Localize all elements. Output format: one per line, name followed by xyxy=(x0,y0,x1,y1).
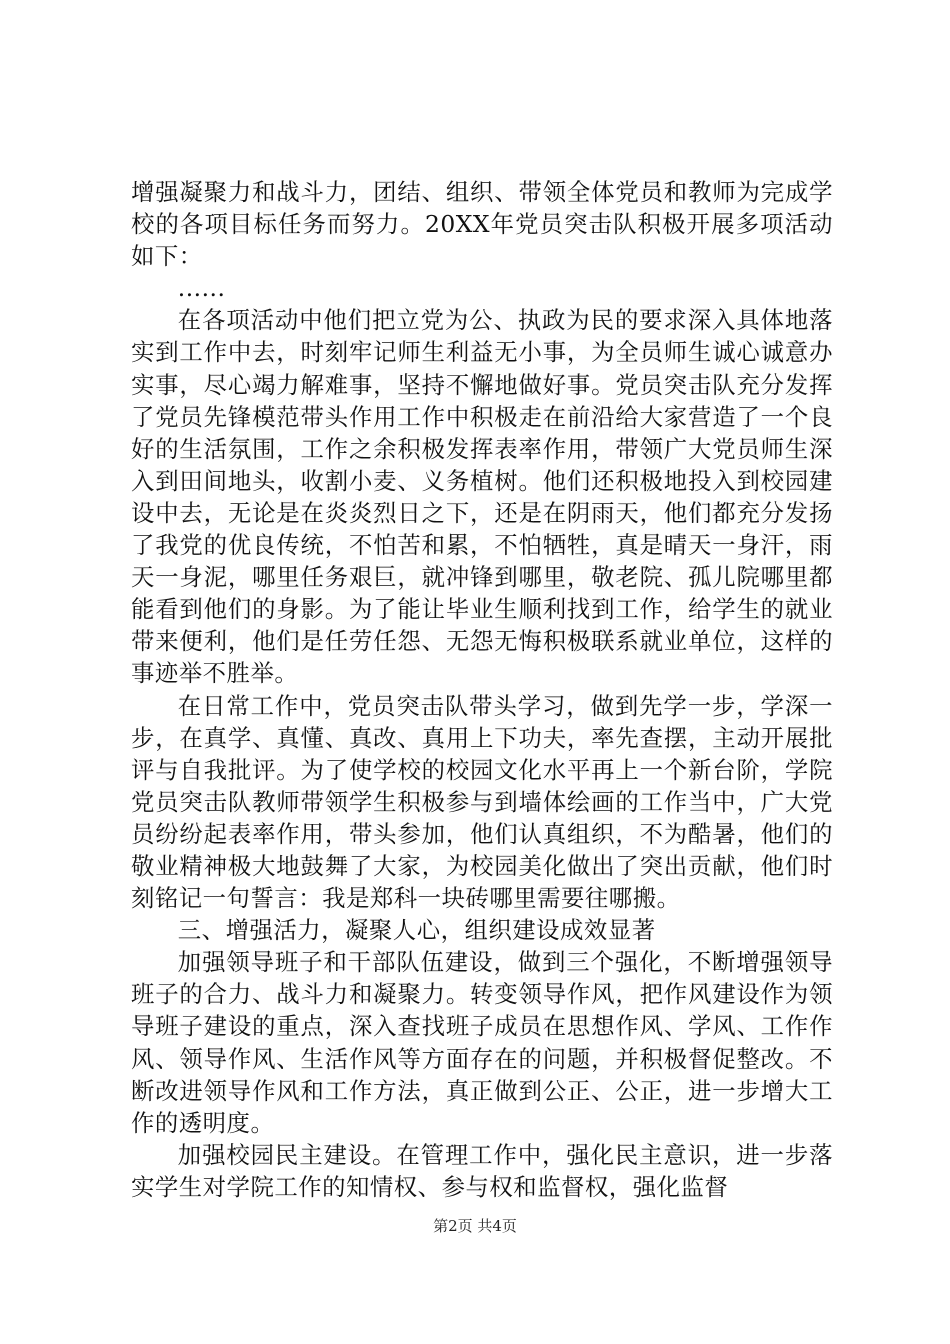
document-body xyxy=(131,176,833,1203)
paragraph: 增强凝聚力和战斗力，团结、组织、带领全体党员和教师为完成学校的各项目标任务而努力。20XX年党员突击队积极开展多项活动如下： xyxy=(131,178,833,271)
paragraph: 加强校园民主建设。在管理工作中，强化民主意识，进一步落实学生对学院工作的知情权、参与权和监督权，强化监督 xyxy=(131,1140,833,1201)
section-heading: 三、增强活力，凝聚人心，组织建设成效显著 xyxy=(177,916,656,945)
page-number-footer: 第2页 共4页 xyxy=(433,1217,517,1235)
paragraph: 在各项活动中他们把立党为公、执政为民的要求深入具体地落实到工作中去，时刻牢记师生利益无小事，为全员师生诚心诚意办实事，尽心竭力解难事，坚持不懈地做好事。党员突击队充分发挥了党员先锋模范带头作用工作中积极走在前沿给大家营造了一个良好的生活氛围，工作之余积极发挥表率作用，带领广大党员师生深入到田间地头，收割小麦、义务植树。他们还积极地投入到校园建设中去，无论是在炎炎烈日之下，还是在阴雨天，他们都充分发扬了我党的优良传统，不怕苦和累，不怕牺牲，真是晴天一身汗，雨天一身泥，哪里任务艰巨，就冲锋到哪里，敬老院、孤儿院哪里都能看到他们的身影。为了能让毕业生顺利找到工作，给学生的就业带来便利，他们是任劳任怨、无怨无悔积极联系就业单位，这样的事迹举不胜举。 xyxy=(131,306,833,688)
paragraph-ellipsis: ...... xyxy=(177,274,226,303)
paragraph: 在日常工作中，党员突击队带头学习，做到先学一步，学深一步，在真学、真懂、真改、真用上下功夫，率先查摆，主动开展批评与自我批评。为了使学校的校园文化水平再上一个新台阶，学院党员突击队教师带领学生积极参与到墙体绘画的工作当中，广大党员纷纷起表率作用，带头参加，他们认真组织，不为酷暑，他们的敬业精神极大地鼓舞了大家，为校园美化做出了突出贡献，他们时刻铭记一句誓言：我是郑科一块砖哪里需要往哪搬。 xyxy=(131,691,833,913)
paragraph: 加强领导班子和干部队伍建设，做到三个强化，不断增强领导班子的合力、战斗力和凝聚力。转变领导作风，把作风建设作为领导班子建设的重点，深入查找班子成员在思想作风、学风、工作作风、领导作风、生活作风等方面存在的问题，并积极督促整改。不断改进领导作风和工作方法，真正做到公正、公正，进一步增大工作的透明度。 xyxy=(131,948,833,1137)
